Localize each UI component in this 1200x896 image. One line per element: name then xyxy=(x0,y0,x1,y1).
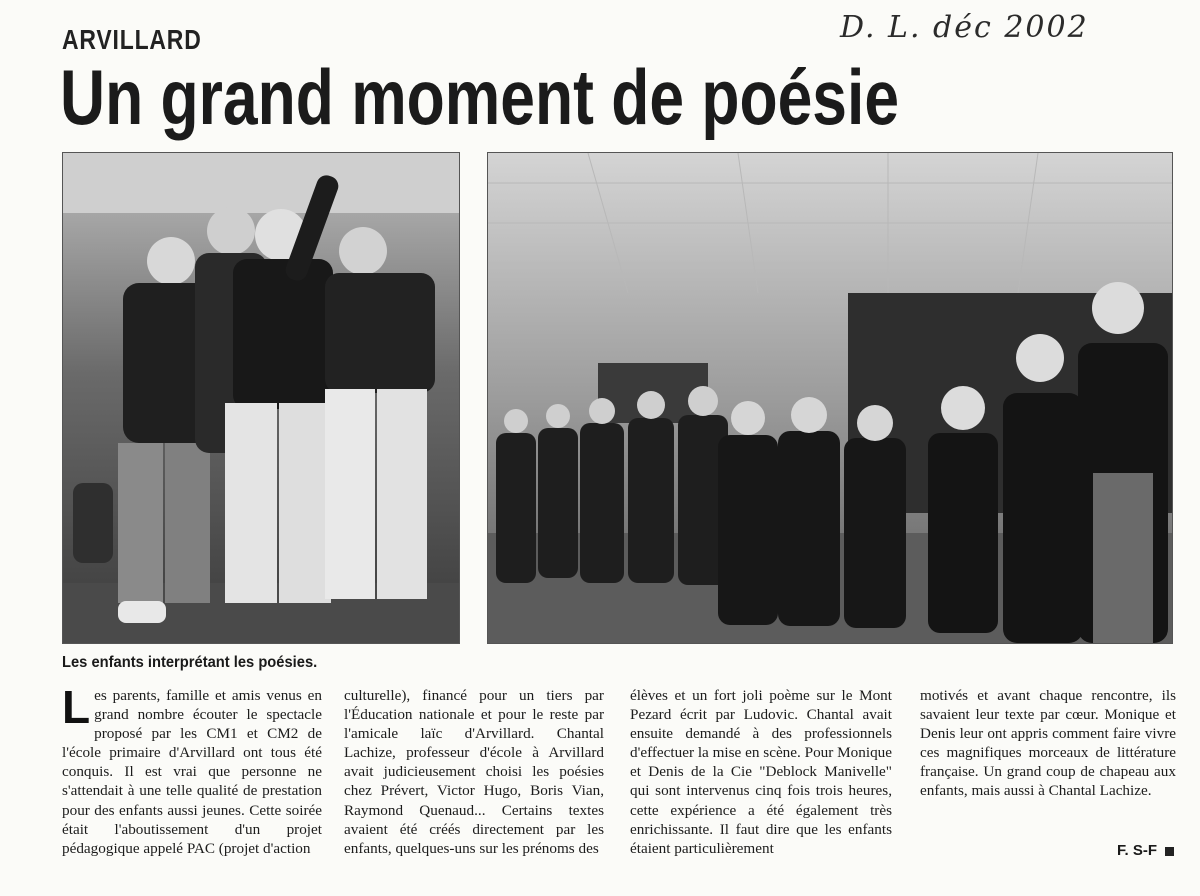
article-column-2-text: culturelle), financé pour un tiers par l'Éducation nationale et pour le reste par l'amicale laïc d'Arvillard. Chantal Lachize, professeur d'école à Arvillard avait judicieusement choisi les poésies chez Prévert, Victor Hugo, Boris Vian, Raymond Quenaud... Certains textes avaient été créés directement par les enfants, quelques-uns sur les prénoms des xyxy=(344,687,604,857)
article-column-2 xyxy=(344,686,604,858)
article-column-4 xyxy=(920,686,1176,801)
location-kicker: ARVILLARD xyxy=(62,24,202,55)
photo-caption: Les enfants interprétant les poésies. xyxy=(62,654,318,671)
article-column-3-text: élèves et un fort joli poème sur le Mont Pezard écrit par Ludovic. Chantal avait ensuite demandé à des professionnels d'effectuer la mise en scène. Pour Monique et Denis de la Cie "Deblock Manivelle" qui sont intervenus cinq fois trois heures, cette expérience a été également très enrichissante. Il faut dire que les enfants étaient particulièrement xyxy=(630,687,892,857)
author-signature xyxy=(1117,842,1174,859)
photo-children-group xyxy=(487,152,1173,644)
drop-cap: L xyxy=(62,681,91,733)
handwritten-date-note: D. L. déc 2002 xyxy=(840,10,1089,45)
author-initials: F. S-F xyxy=(1117,842,1157,859)
article-column-3 xyxy=(630,686,892,858)
end-square-icon xyxy=(1165,847,1174,856)
article-column-1 xyxy=(62,681,322,858)
photo-right-image xyxy=(488,153,1172,643)
article-headline: Un grand moment de poésie xyxy=(60,53,900,141)
article-column-4-text: motivés et avant chaque rencontre, ils savaient leur texte par cœur. Monique et Denis leur ont appris comment faire vivre ces magnifiques morceaux de littérature française. Un grand coup de chapeau aux enfants, mais aussi à Chantal Lachize. xyxy=(920,687,1176,800)
photo-left-image xyxy=(63,153,459,643)
article-column-1-text: es parents, famille et amis venus en grand nombre écouter le spectacle proposé par les CM1 et CM2 de l'école primaire d'Arvillard ont tous été conquis. Il est vrai que personne ne s'attendait à une telle qualité de prestation pour des enfants aussi jeunes. Cette soirée était l'aboutissement d'un projet pédagogique appelé PAC (projet d'action xyxy=(62,687,322,857)
photo-children-on-stage xyxy=(62,152,460,644)
